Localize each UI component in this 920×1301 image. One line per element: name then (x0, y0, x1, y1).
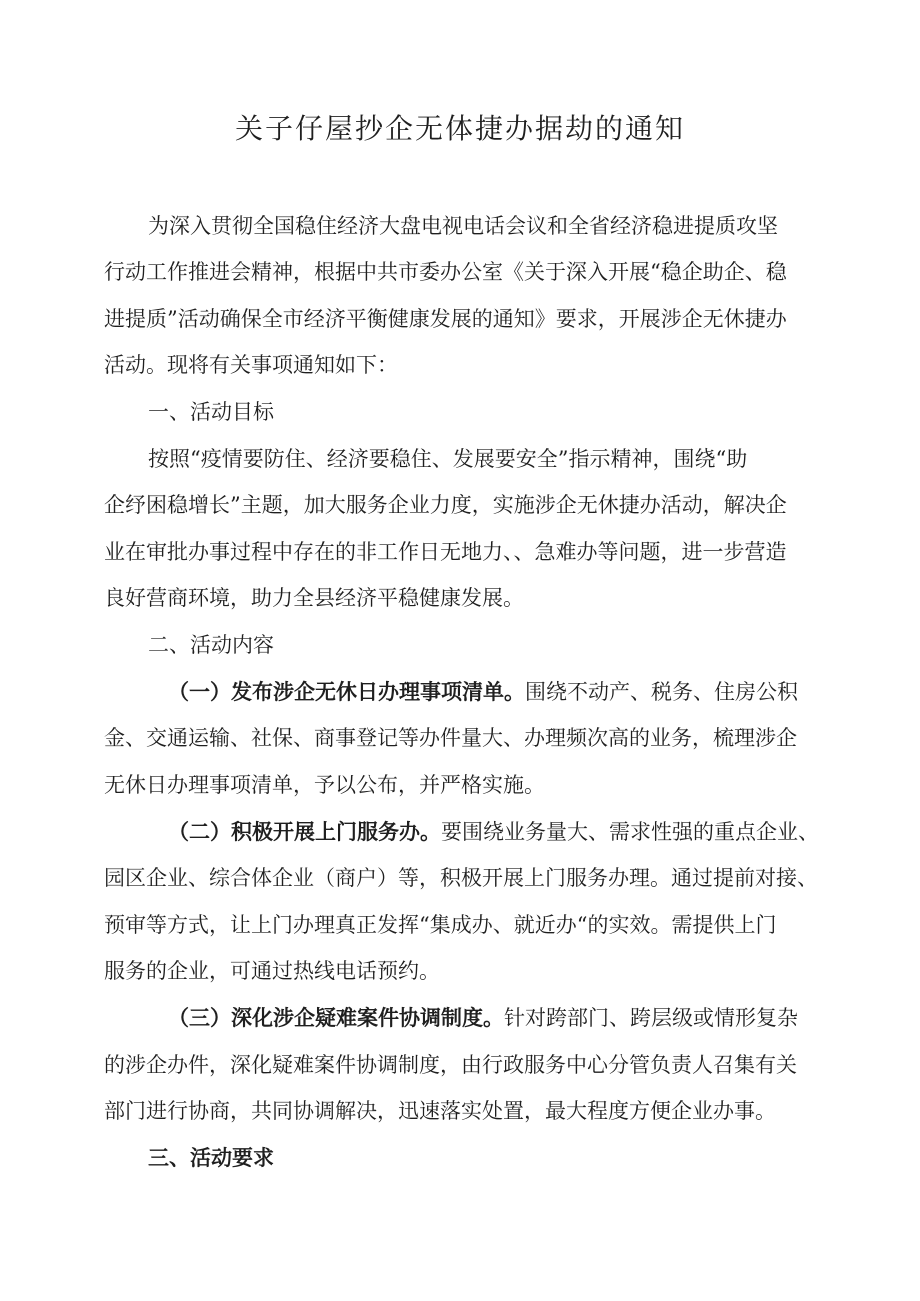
item-1-first-line (168, 677, 798, 707)
section-1-heading: 一、活动目标 (148, 400, 274, 424)
section-3-heading: 三、活动要求 (148, 1145, 274, 1170)
section-2-heading: 二、活动内容 (148, 633, 274, 657)
section-1-line-4: 良好营商环境，助力全县经济平稳健康发展。 (104, 586, 524, 610)
item-2-line-3: 预审等方式，让上门办理真正发挥“集成办、就近办“的实效。需提供上门 (104, 913, 777, 937)
intro-line-2: 行动工作推进会精神，根据中共市委办公室《关于深入开展“稳企助企、稳 (104, 260, 787, 284)
item-2-first-line (168, 817, 819, 847)
item-1-text: 围绕不动产、税务、住房公积 (525, 680, 798, 704)
document-title: 关子仔屋抄企无体捷办据劫的通知 (234, 112, 685, 145)
item-1-line-3: 无休日办理事项清单，予以公布，并严格实施。 (104, 773, 545, 797)
section-1-line-1: 按照“疫情要防住、经济要稳住、发展要安全”指示精神，围绕“助 (148, 447, 748, 471)
intro-line-1: 为深入贯彻全国稳住经济大盘电视电话会议和全省经济稳进提质攻坚 (148, 214, 778, 238)
item-2-line-4: 服务的企业，可通过热线电话预约。 (104, 959, 440, 983)
item-1-title: （一）发布涉企无休日办理事项清单。 (168, 679, 525, 704)
item-3-line-2: 的涉企办件，深化疑难案件协调制度，由行政服务中心分管负责人召集有关 (104, 1053, 797, 1077)
item-3-title: （三）深化涉企疑难案件协调制度。 (168, 1005, 504, 1030)
item-2-text: 要围绕业务量大、需求性强的重点企业、 (441, 820, 819, 844)
intro-line-3: 进提质”活动确保全市经济平衡健康发展的通知》要求，开展涉企无休捷办 (104, 307, 787, 331)
item-2-title: （二）积极开展上门服务办。 (168, 819, 441, 844)
section-1-line-2: 企纾困稳增长”主题，加大服务企业力度，实施涉企无休捷办活动，解决企 (104, 493, 787, 517)
item-3-line-3: 部门进行协商，共同协调解决，迅速落实处置，最大程度方便企业办事。 (104, 1099, 776, 1123)
item-3-first-line (168, 1003, 798, 1033)
item-3-text: 针对跨部门、跨层级或情形复杂 (504, 1006, 798, 1030)
section-1-line-3: 业在审批办事过程中存在的非工作日无地力、、急难办等问题，进一步营造 (104, 540, 787, 564)
item-2-line-2: 园区企业、综合体企业（商户）等，积极开展上门服务办理。通过提前对接、 (104, 866, 818, 890)
item-1-line-2: 金、交通运输、社保、商事登记等办件量大、办理频次高的业务，梳理涉企 (104, 726, 797, 750)
intro-line-4: 活动。现将有关事项通知如下： (104, 353, 398, 377)
